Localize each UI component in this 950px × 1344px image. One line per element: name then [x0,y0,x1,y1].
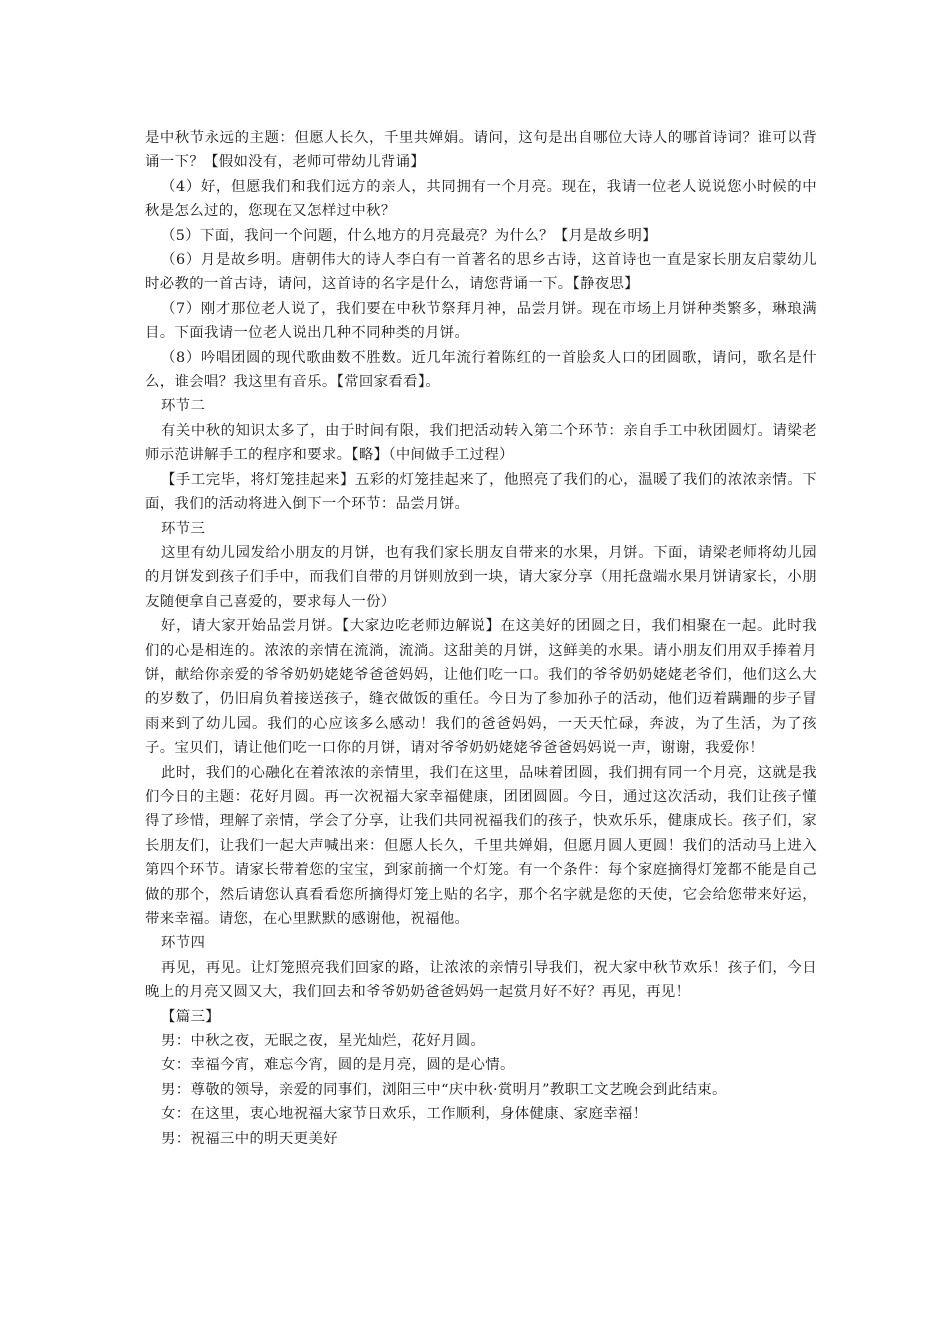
dialogue-line-1: 男：中秋之夜，无眠之夜，星光灿烂，花好月圆。 [161,1033,486,1050]
paragraph-intro-theme: 是中秋节永远的主题：但愿人长久，千里共婵娟。请问，这句是出自哪位大诗人的哪首诗词？谁可以背诵一下？【假如没有，老师可带幼儿背诵】 [145,130,817,171]
dialogue-line-3: 男：尊敬的领导，亲爱的同事们，浏阳三中“庆中秋·赏明月”教职工文艺晚会到此结束。 [161,1081,727,1098]
paragraph-section-2-intro: 有关中秋的知识太多了，由于时间有限，我们把活动转入第二个环节：亲自手工中秋团圆灯。请梁老师示范讲解手工的程序和要求。【略】（中间做手工过程） [145,422,817,464]
part-heading-3: 【篇三】 [161,1008,220,1025]
dialogue-line-2: 女：幸福今宵，难忘今宵，圆的是月亮，圆的是心情。 [161,1057,515,1074]
paragraph-section-2-lanterns: 【手工完毕，将灯笼挂起来】五彩的灯笼挂起来了，他照亮了我们的心，温暖了我们的浓浓亲情。下面，我们的活动将进入倒下一个环节：品尝月饼。 [145,471,817,513]
section-heading-3: 环节三 [161,520,206,537]
paragraph-item-7: （7）刚才那位老人说了，我们要在中秋节祭拜月神，品尝月饼。现在市场上月饼种类繁多，琳琅满目。下面我请一位老人说出几种不同种类的月饼。 [145,300,817,342]
dialogue-line-5: 男：祝福三中的明天更美好 [161,1130,338,1147]
paragraph-item-8: （8）吟唱团圆的现代歌曲数不胜数。近几年流行着陈红的一首脍炙人口的团圆歌，请问，歌名是什么，谁会唱？我这里有音乐。【常回家看看】。 [145,349,817,391]
paragraph-item-6: （6）月是故乡明。唐朝伟大的诗人李白有一首著名的思乡古诗，这首诗也一直是家长朋友启蒙幼儿时必教的一首古诗，请问，这首诗的名字是什么，请您背诵一下。【静夜思】 [145,252,817,293]
section-heading-2: 环节二 [161,398,206,415]
section-heading-4: 环节四 [161,935,206,952]
paragraph-section-3-mooncakes: 这里有幼儿园发给小朋友的月饼，也有我们家长朋友自带来的水果，月饼。下面，请梁老师将幼儿园的月饼发到孩子们手中，而我们自带的月饼则放到一块，请大家分享（用托盘端水果月饼请家长，小朋友随便拿自己喜爱的，要求每人一份） [145,544,817,610]
paragraph-section-4-farewell: 再见，再见。让灯笼照亮我们回家的路，让浓浓的亲情引导我们，祝大家中秋节欢乐！孩子们，今日晚上的月亮又圆又大，我们回去和爷爷奶奶爸爸妈妈一起赏月好不好？再见，再见！ [145,959,817,1001]
paragraph-item-5: （5）下面，我问一个问题，什么地方的月亮最亮？为什么？【月是故乡明】 [161,227,657,244]
dialogue-line-4: 女：在这里，衷心地祝福大家节日欢乐，工作顺利，身体健康、家庭幸福！ [161,1106,648,1123]
paragraph-section-3-tasting: 好，请大家开始品尝月饼。【大家边吃老师边解说】在这美好的团圆之日，我们相聚在一起。此时我们的心是相连的。浓浓的亲情在流淌，流淌。这甜美的月饼，这鲜美的水果。请小朋友们用双手捧着月饼，献给你亲爱的爷爷奶奶姥姥爷爸爸妈妈，让他们吃一口。我们的爷爷奶奶姥姥老爷们，他们这么大的岁数了，仍旧肩负着接送孩子，缝衣做饭的重任。今日为了参加孙子的活动，他们迈着蹒跚的步子冒雨来到了幼儿园。我们的心应该多么感动！我们的爸爸妈妈，一天天忙碌，奔波，为了生活，为了孩子。宝贝们，请让他们吃一口你的月饼，请对爷爷奶奶姥姥爷爸爸妈妈说一声，谢谢，我爱你！ [145,618,817,757]
paragraph-item-4: （4）好，但愿我们和我们远方的亲人，共同拥有一个月亮。现在，我请一位老人说说您小时候的中秋是怎么过的，您现在又怎样过中秋？ [145,178,817,220]
document-body [145,126,817,1151]
paragraph-section-3-theme: 此时，我们的心融化在着浓浓的亲情里，我们在这里，品味着团圆，我们拥有同一个月亮，这就是我们今日的主题：花好月圆。再一次祝福大家幸福健康，团团圆圆。今日，通过这次活动，我们让孩子懂得了珍惜，理解了亲情，学会了分享，让我们共同祝福我们的孩子，快欢乐乐，健康成长。孩子们，家长朋友们，让我们一起大声喊出来：但愿人长久，千里共婵娟，但愿月圆人更圆！我们的活动马上进入第四个环节。请家长带着您的宝宝，到家前摘一个灯笼。有一个条件：每个家庭摘得灯笼都不能是自己做的那个，然后请您认真看看您所摘得灯笼上贴的名字，那个名字就是您的天使，它会给您带来好运，带来幸福。请您，在心里默默的感谢他，祝福他。 [145,764,817,927]
